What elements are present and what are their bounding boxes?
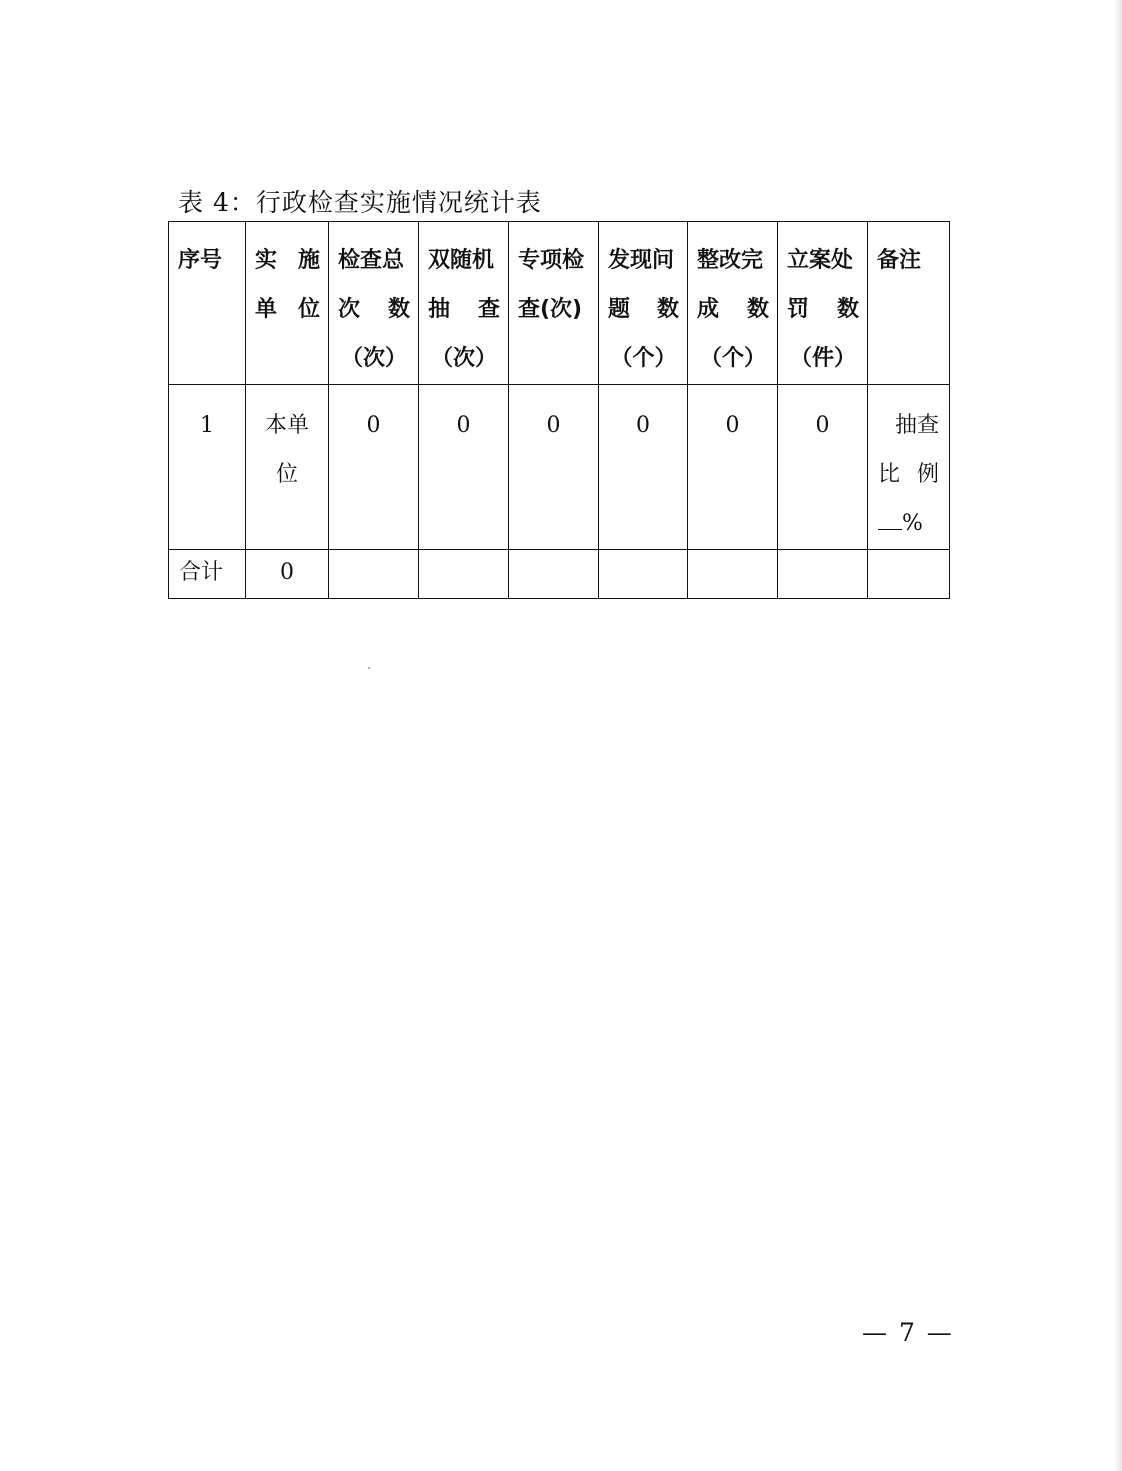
table-row [169, 385, 950, 550]
header-penalty-cases: 立案处 罚 数 （件） [778, 222, 868, 385]
cell-rectified: 0 [688, 385, 778, 550]
header-unit: 实 施 单 位 [246, 222, 329, 385]
header-remarks: 备注 [868, 222, 950, 385]
total-empty-cell [509, 550, 599, 599]
cell-random-checks: 0 [419, 385, 509, 550]
cell-special-checks: 0 [509, 385, 599, 550]
header-special-checks: 专项检 查(次) [509, 222, 599, 385]
header-row [169, 222, 950, 385]
scan-speck [368, 667, 370, 669]
total-empty-cell [329, 550, 419, 599]
cell-unit: 本单 位 [246, 385, 329, 550]
total-empty-cell [778, 550, 868, 599]
cell-issues-found: 0 [599, 385, 688, 550]
table-caption: 表 4：行政检查实施情况统计表 [178, 188, 542, 217]
total-value: 0 [246, 550, 329, 599]
total-empty-cell [419, 550, 509, 599]
header-rectified: 整改完 成 数 （个） [688, 222, 778, 385]
header-total-inspections: 检查总 次 数 （次） [329, 222, 419, 385]
cell-seq: 1 [169, 385, 246, 550]
inspection-stats-table [168, 221, 950, 599]
ratio-blank-line [878, 505, 902, 530]
cell-remarks: 抽查 比 例 % [868, 385, 950, 550]
cell-total-inspections: 0 [329, 385, 419, 550]
total-empty-cell [868, 550, 950, 599]
header-random-checks: 双随机 抽 查 （次） [419, 222, 509, 385]
header-seq: 序号 [169, 222, 246, 385]
header-issues-found: 发现问 题 数 （个） [599, 222, 688, 385]
total-empty-cell [688, 550, 778, 599]
total-label: 合计 [169, 550, 246, 599]
page-number: — 7 — [862, 1318, 954, 1347]
cell-penalty-cases: 0 [778, 385, 868, 550]
page-edge-shadow [1114, 0, 1122, 1471]
total-row [169, 550, 950, 599]
total-empty-cell [599, 550, 688, 599]
